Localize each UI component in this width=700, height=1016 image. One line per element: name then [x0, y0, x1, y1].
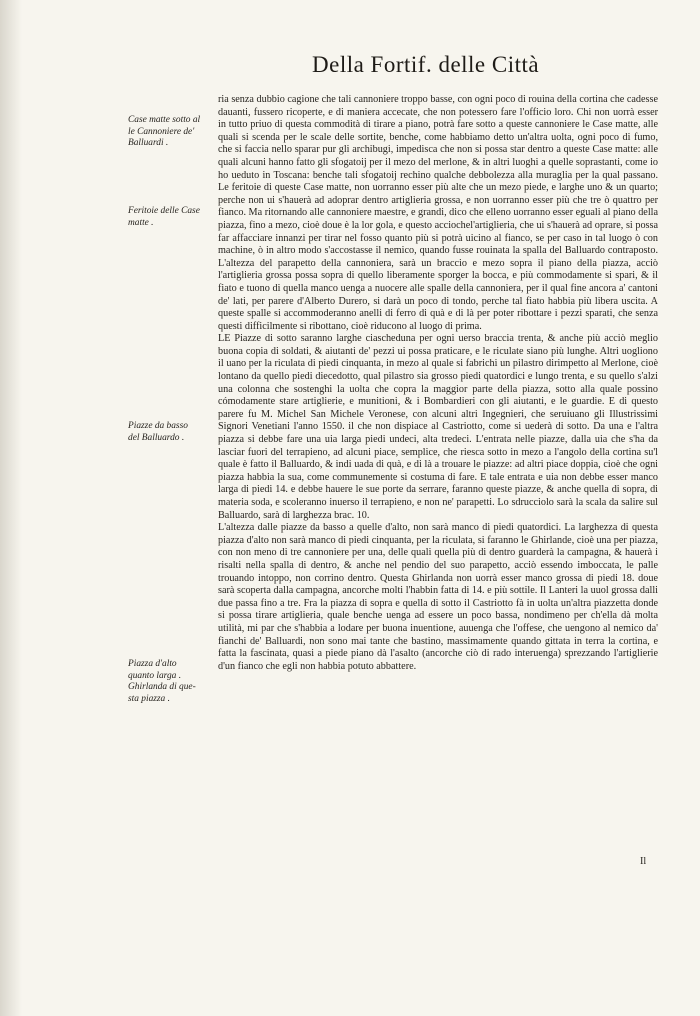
- paragraph-case-matte: ria senza dubbio cagione che tali cannoniere troppo basse, con ogni poco di rouina della cortina che cadesse dauanti, fussero ricoperte, e di maniera accecate, che non potessero fare l'officio loro. Chi non uorrà esser in tutto priuo di questa commodità di tirare a piano, potrà fare sotto a queste cannoniere le Case matte, alle quali si scenda per le scale delle sortite, benche, come habbiamo detto un'altra uolta, ogni poco di fumo, che si faccia nello sparar pur gli archibugi, impedisca che non si possa star dentro a queste Case matte: alle quali alcuni hanno fatto gli sfogatoij per il mezo del merlone, & in altri luoghi a quelle soprastanti, come io ho ueduto in Toscana: benche tali sfogatoij rechino qualche debbolezza alla muraglia per la qual passano. Le feritoie di queste Case matte, non uorranno esser più alte che un mezo piede, e larghe uno & un quarto; perche non ui s'hauerà ad adoprar dentro artiglieria grossa, e non uorranno esser più che tre ò quattro per fianco. Ma ritornando alle cannoniere maestre, e grandi, dico che elleno uorranno esser eguali al piano della piazza, fino a mezo, cioè doue è la lor gola, e questo acciochel'artiglieria, che ui s'hauerà ad oprare, si possa far affacciare innanzi per tirar nel fosso quanto più si potrà uicino al fianco, se per caso in tal luogo ò con machine, ò in altro modo s'accostasse il nemico, quando fusse rouinata la spalla del Balluardo contrapostо. L'altezza del parapetto della cannoniera, sarà un braccio e mezo sopra il piano della piazza, acciò l'artiglieria grossa possa sopra di quello liberamente sporger la bocca, e più commodamente si spari, & il fiato e tuono di quella manco uenga a nuocere alle spalle della cannoniera, per il qual fine ancora a' cantoni de' lati, per parere d'Alberto Durero, si darà un poco di tondo, perche tal fiato habbia più libera uscita. A queste spalle si accommoderanno anelli di ferro di quà e di là per poter ribottare i pezzi sparati, che senza questi difficilmente si ribottano, cioè riducono al luogo di prima.: [218, 94, 658, 332]
- margin-note-feritoie: [128, 206, 220, 229]
- paragraph-piazze-sotto: LE Piazze di sotto saranno larghe ciascheduna per ogni uerso braccia trenta, & anche più acciò meglio buona copia di soldati, & aiutanti de' pezzi ui possa praticare, e le riculate siano più lunghe. Altri uogliono il uano per la riculata di piedi cinquanta, in mezo al quale si fabrichi un pilastro dirimpetto al Merlone, cioè lontano da quello piedi diecedotto, qual pilastro sia grosso piedi quatordici e lungo trenta, e su quello s'alzi una colonna che sostenghi la uolta che copra la maggior parte della piazza, sotto alla quale possino cómodamente stare artiglierie, e munitioni, & i Bombardieri con gli aiutanti, e le guardie. E di questo parere fu M. Michel San Michele Veronese, con alcuni altri Ingegnieri, che seruiuano gli Illustrissimi Signori Venetiani l'anno 1550. il che non dispiace al Castriotto, come si uederà di sotto. Da una e l'altra piazza si debbe fare una uia larga piedi undeci, alta tredeci. L'entrata nelle piazze, dalla uia che s'ha da lasciar fuori del terrapieno, ad alcuni piace, semplice, che riesca sotto in mezo a l'angolo della cortina su'l quale è fatto il Balluardo, & indi uada di quà, e di là a trouare le piazze: ad altri piace doppia, cioè che ogni piazza habbia la sua, come communemente si costuma di fare. E tale entrata e uia non debbe esser manco larga di piedi 14. e debbe hauere le sue porte da serrare, faranno queste piazze, & anche quella di sopra, di materia soda, e scoleranno inuerso il terrapieno, e non ne' parapetti. Lo sdrucciolo sarà la scala da salire sul Balluardo, sarà di larghezza brac. 10.: [218, 333, 658, 521]
- running-title: Della Fortif. delle Città: [312, 52, 540, 77]
- paragraph-piazza-alto: L'altezza dalle piazze da basso a quelle d'alto, non sarà manco di piedi quatordici. La larghezza di questa piazza d'alto non sarà manco di piedi cinquanta, per la riculata, si faranno le Ghirlande, cioè una per piazza, con non meno di tre cannoniere per una, delle quali quella più di dentro guarderà la campagna, & hauerà i risalti nella spalla di dentro, & anche nel pendio del suo parapetto, acciò essendo imboccata, le palle trouando intoppo, non corrino dentro. Questa Ghirlanda non uorrà esser manco grossa di piedi 18. doue sarà scoperta dalla campagna, ancorche molti l'habbin fatta di 14. e più sottile. Il Lanteri la uuol grossa dalli due passa fino a tre. Fra la piazza di sopra e quella di sotto il Castriotto fà in uolta un'altra piazzetta donde si possa tirare artiglieria, quale benche uenga ad essere un poco bassa, nondimeno per ch'ella dà molta utilità, mi par che s'habbia a lodare per buona inuentione, auuenga che l'offese, che uengono al nemico da' fianchi de' Balluardi, non sono mai tante che bastino, massimamente quando gittata in terra la cortina, e fatta la fascinata, quasi a piede piano dà l'asalto (ancorche ciò di rado interuenga) sprezzando l'artiglierie d'un fianco che egli non habbia potuto abbattere.: [218, 522, 658, 672]
- margin-note-line: Case matte sotto al: [128, 115, 201, 125]
- margin-note-line: Feritoie delle Case: [128, 206, 200, 216]
- margin-note-piazze-basso: [128, 421, 220, 444]
- margin-note-line: sta piazza .: [128, 693, 170, 704]
- margin-note-case-matte: [128, 115, 220, 150]
- margin-note-piazza-alto: [128, 659, 220, 705]
- body-text: [218, 94, 658, 673]
- margin-note-line: del Balluardo .: [128, 432, 185, 443]
- margin-note-line: le Cannoniere de': [128, 126, 195, 137]
- margin-note-line: quanto larga .: [128, 670, 182, 681]
- margin-note-line: matte .: [128, 217, 154, 228]
- catchword: Il: [640, 856, 647, 867]
- margin-note-line: Ghirlanda di que-: [128, 682, 196, 693]
- margin-note-line: Piazze da basso: [128, 421, 188, 431]
- margin-note-line: Piazza d'alto: [128, 659, 177, 669]
- margin-note-line: Balluardi .: [128, 138, 169, 149]
